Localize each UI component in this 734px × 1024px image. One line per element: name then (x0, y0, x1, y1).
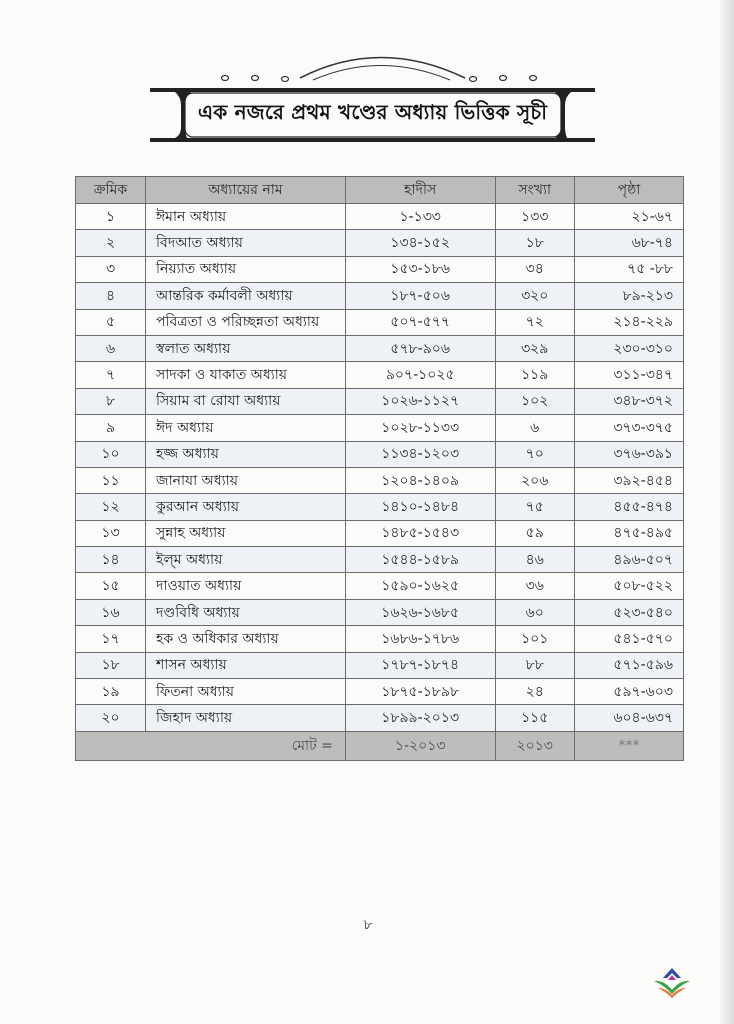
cell-chapter-name: শাসন অধ্যায় (146, 652, 346, 678)
table-row (76, 441, 684, 467)
cell-hadith-range: ১৬২৬-১৬৮৫ (345, 599, 495, 625)
cell-page-range: ৫২৩-৫৪০ (574, 599, 683, 625)
table-row (76, 494, 684, 520)
cell-page-range: ৭৫ -৮৮ (574, 256, 683, 282)
cell-page-range: ৪৭৫-৪৯৫ (574, 520, 683, 546)
table-row (76, 705, 684, 731)
cell-chapter-name: ঈমান অধ্যায় (146, 204, 346, 230)
cell-page-range: ৫৯৭-৬০৩ (574, 679, 683, 705)
table-row (76, 573, 684, 599)
cell-hadith-range: ১৫৩-১৮৬ (345, 256, 495, 282)
cell-serial: ৬ (76, 335, 146, 361)
cell-hadith-count: ৩২০ (495, 283, 574, 309)
cell-serial: ১২ (76, 494, 146, 520)
cell-hadith-count: ৩৪ (495, 256, 574, 282)
cell-page-range: ২৩০-৩১০ (574, 335, 683, 361)
cell-chapter-name: হক ও অধিকার অধ্যায় (146, 626, 346, 652)
cell-hadith-count: ১৮ (495, 230, 574, 256)
cell-chapter-name: জানাযা অধ্যায় (146, 467, 346, 493)
page-number: ৮ (363, 917, 373, 933)
cell-hadith-range: ১০২৮-১১৩৩ (345, 415, 495, 441)
cell-page-range: ৫৭১-৫৯৬ (574, 652, 683, 678)
cell-serial: ১৬ (76, 599, 146, 625)
cell-hadith-range: ১৭৮৭-১৮৭৪ (345, 652, 495, 678)
cell-hadith-count: ৪৬ (495, 547, 574, 573)
cell-hadith-count: ৩২৯ (495, 335, 574, 361)
cell-hadith-range: ১৮৭৫-১৮৯৮ (345, 679, 495, 705)
header-page: পৃষ্ঠা (574, 177, 683, 204)
cell-hadith-count: ২৪ (495, 679, 574, 705)
cell-chapter-name: কুরআন অধ্যায় (146, 494, 346, 520)
page-title: এক নজরে প্রথম খণ্ডের অধ্যায় ভিত্তিক সূচী (197, 100, 548, 124)
table-row (76, 547, 684, 573)
cell-serial: ১৯ (76, 679, 146, 705)
cell-serial: ১ (76, 204, 146, 230)
table-row (76, 415, 684, 441)
table-header-row (76, 177, 684, 204)
cell-hadith-range: ১১৩৪-১২০৩ (345, 441, 495, 467)
header-hadith: হাদীস (345, 177, 495, 204)
cell-hadith-count: ১৩৩ (495, 204, 574, 230)
cell-hadith-range: ১৮৭-৫০৬ (345, 283, 495, 309)
table-row (76, 520, 684, 546)
table-row (76, 283, 684, 309)
cell-hadith-count: ৩৬ (495, 573, 574, 599)
cell-chapter-name: স্বলাত অধ্যায় (146, 335, 346, 361)
cell-page-range: ৩৭৩-৩৭৫ (574, 415, 683, 441)
table-row (76, 679, 684, 705)
table-body (76, 204, 684, 732)
cell-hadith-count: ১১৯ (495, 362, 574, 388)
cell-hadith-range: ৫০৭-৫৭৭ (345, 309, 495, 335)
cell-chapter-name: বিদআত অধ্যায় (146, 230, 346, 256)
cell-serial: ১০ (76, 441, 146, 467)
total-hadith: ১-২০১৩ (345, 731, 495, 760)
book-logo-icon (652, 966, 692, 1002)
cell-page-range: ৩৯২-৪৫৪ (574, 467, 683, 493)
chapter-index-table (75, 176, 684, 761)
cell-serial: ১৫ (76, 573, 146, 599)
cell-hadith-count: ৮৮ (495, 652, 574, 678)
cell-page-range: ২১৪-২২৯ (574, 309, 683, 335)
table-row (76, 467, 684, 493)
cell-hadith-range: ১৩৪-১৫২ (345, 230, 495, 256)
cell-chapter-name: সিয়াম বা রোযা অধ্যায় (146, 388, 346, 414)
cell-chapter-name: সুন্নাহ অধ্যায় (146, 520, 346, 546)
cell-hadith-count: ৭০ (495, 441, 574, 467)
cell-chapter-name: ঈদ অধ্যায় (146, 415, 346, 441)
cell-hadith-count: ১০২ (495, 388, 574, 414)
cell-page-range: ৪৯৬-৫০৭ (574, 547, 683, 573)
table-row (76, 230, 684, 256)
cell-chapter-name: আন্তরিক কর্মাবলী অধ্যায় (146, 283, 346, 309)
cell-serial: ৫ (76, 309, 146, 335)
table-row (76, 652, 684, 678)
table-row (76, 335, 684, 361)
cell-serial: ২ (76, 230, 146, 256)
cell-hadith-range: ১৮৯৯-২০১৩ (345, 705, 495, 731)
table-row (76, 362, 684, 388)
cell-hadith-count: ৫৯ (495, 520, 574, 546)
cell-chapter-name: ইল্‌ম অধ্যায় (146, 547, 346, 573)
cell-page-range: ৩৪৮-৩৭২ (574, 388, 683, 414)
table-row (76, 388, 684, 414)
cell-page-range: ৫০৮-৫২২ (574, 573, 683, 599)
cell-serial: ১৪ (76, 547, 146, 573)
total-count: ২০১৩ (495, 731, 574, 760)
scan-edge-shadow (720, 0, 734, 1024)
cell-hadith-range: ১৪৮৫-১৫৪৩ (345, 520, 495, 546)
cell-serial: ৮ (76, 388, 146, 414)
cell-hadith-range: ১২০৪-১৪০৯ (345, 467, 495, 493)
cell-serial: ২০ (76, 705, 146, 731)
cell-chapter-name: নিয়্যাত অধ্যায় (146, 256, 346, 282)
table-row (76, 626, 684, 652)
cell-page-range: ৬০৪-৬৩৭ (574, 705, 683, 731)
cell-page-range: ৬৮-৭৪ (574, 230, 683, 256)
cell-hadith-count: ৬০ (495, 599, 574, 625)
cell-chapter-name: হজ্জ অধ্যায় (146, 441, 346, 467)
cell-serial: ৩ (76, 256, 146, 282)
cell-hadith-count: ৭৫ (495, 494, 574, 520)
table-row (76, 599, 684, 625)
cell-hadith-range: ৯০৭-১০২৫ (345, 362, 495, 388)
publisher-logo (652, 966, 692, 1006)
header-serial: ক্রমিক (76, 177, 146, 204)
cell-page-range: ৮৯-২১৩ (574, 283, 683, 309)
title-banner (145, 55, 600, 155)
cell-hadith-count: ৭২ (495, 309, 574, 335)
cell-hadith-range: ১৫৪৪-১৫৮৯ (345, 547, 495, 573)
header-chapter-name: অধ্যায়ের নাম (146, 177, 346, 204)
cell-page-range: ৩১১-৩৪৭ (574, 362, 683, 388)
cell-serial: ৪ (76, 283, 146, 309)
cell-hadith-range: ১৬৮৬-১৭৮৬ (345, 626, 495, 652)
total-row (76, 731, 684, 760)
cell-page-range: ৩৭৬-৩৯১ (574, 441, 683, 467)
cell-chapter-name: সাদকা ও যাকাত অধ্যায় (146, 362, 346, 388)
cell-hadith-range: ১-১৩৩ (345, 204, 495, 230)
cell-hadith-count: ১১৫ (495, 705, 574, 731)
cell-hadith-count: ১০১ (495, 626, 574, 652)
cell-serial: ১৮ (76, 652, 146, 678)
cell-hadith-count: ২০৬ (495, 467, 574, 493)
cell-chapter-name: দাওয়াত অধ্যায় (146, 573, 346, 599)
cell-hadith-range: ১০২৬-১১২৭ (345, 388, 495, 414)
table-row (76, 256, 684, 282)
cell-serial: ৯ (76, 415, 146, 441)
cell-serial: ১১ (76, 467, 146, 493)
cell-serial: ১৩ (76, 520, 146, 546)
table-row (76, 204, 684, 230)
cell-chapter-name: জিহাদ অধ্যায় (146, 705, 346, 731)
header-count: সংখ্যা (495, 177, 574, 204)
cell-page-range: ৪৫৫-৪৭৪ (574, 494, 683, 520)
cell-serial: ১৭ (76, 626, 146, 652)
total-label: মোট = (76, 731, 346, 760)
cell-hadith-count: ৬ (495, 415, 574, 441)
cell-chapter-name: পবিত্রতা ও পরিচ্ছন্নতা অধ্যায় (146, 309, 346, 335)
cell-hadith-range: ৫৭৮-৯০৬ (345, 335, 495, 361)
cell-hadith-range: ১৪১০-১৪৮৪ (345, 494, 495, 520)
cell-serial: ৭ (76, 362, 146, 388)
cell-hadith-range: ১৫৯০-১৬২৫ (345, 573, 495, 599)
table-row (76, 309, 684, 335)
total-page: *** (574, 731, 683, 760)
cell-page-range: ৫৪১-৫৭০ (574, 626, 683, 652)
cell-chapter-name: ফিতনা অধ্যায় (146, 679, 346, 705)
cell-page-range: ২১-৬৭ (574, 204, 683, 230)
cell-chapter-name: দণ্ডবিধি অধ্যায় (146, 599, 346, 625)
